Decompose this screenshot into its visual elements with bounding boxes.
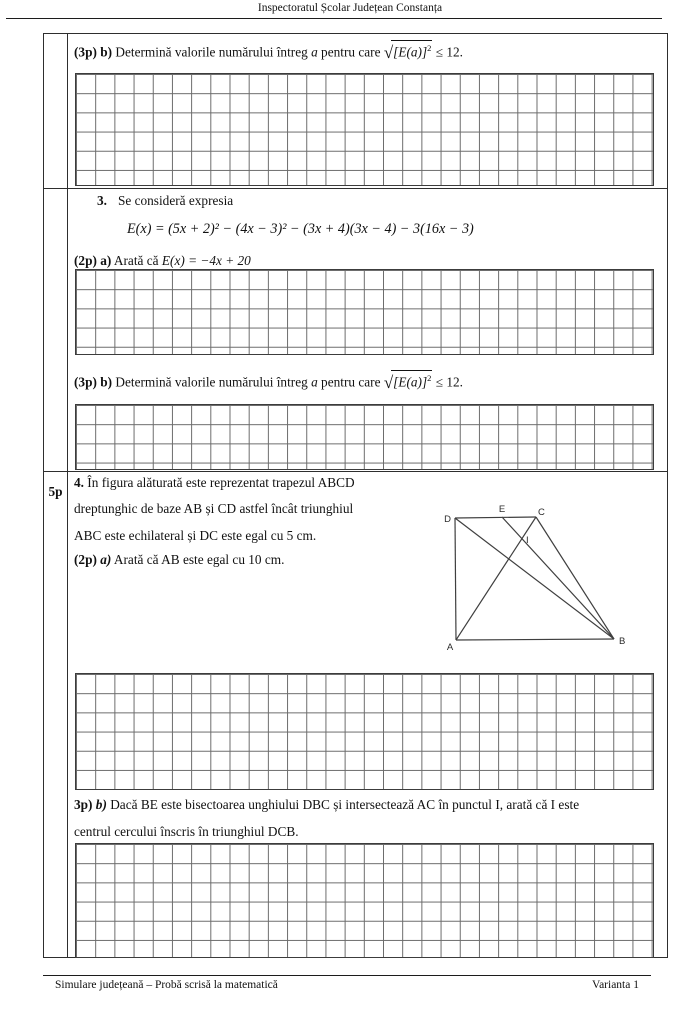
part-label: (2p) a)	[74, 253, 112, 268]
page-header-title: Inspectoratul Școlar Județean Constanța	[257, 2, 443, 14]
segment-DA	[455, 518, 456, 640]
question-2b-continued: (3p) b) Determină valorile numărului întreg a pentru care $√[E(a)]^2 \le 12$.	[74, 40, 463, 60]
answer-grid-2	[75, 269, 654, 355]
vertex-label-B: B	[619, 636, 626, 647]
vertex-label-C: C	[538, 507, 545, 518]
segment-AC	[456, 517, 536, 640]
answer-grid-3	[75, 404, 654, 470]
problem-number: 4.	[74, 475, 84, 490]
trapezoid-figure	[441, 502, 636, 654]
problem-4-part-b-line-2: centrul cercului înscris în triunghiul DCB.	[74, 824, 299, 839]
answer-table	[43, 33, 668, 958]
radical-sign: √	[383, 373, 394, 393]
page-footer	[43, 978, 651, 993]
vertex-label-E: E	[498, 504, 506, 515]
point-label-I: I	[526, 535, 529, 546]
part-label: (2p)	[74, 552, 101, 567]
points-badge: 5p	[48, 484, 63, 499]
row-divider-2	[44, 471, 667, 472]
header-rule	[6, 18, 662, 19]
segment-CB	[536, 517, 614, 639]
vertex-label-A: A	[446, 642, 454, 653]
radical-sign: √	[383, 43, 394, 63]
problem-4-part-a: (2p) a) Arată că AB este egal cu 10 cm.	[74, 552, 285, 567]
question-label: (3p) b)	[74, 44, 116, 60]
segment-DC	[455, 517, 536, 518]
footer-variant: Varianta 1	[592, 979, 639, 991]
problem-4-line-1: 4. În figura alăturată este reprezentat trapezul ABCD	[74, 475, 355, 490]
part-label: 3p)	[74, 797, 96, 812]
footer-rule	[43, 975, 651, 976]
radical-expression: $√[E(a)]^2$	[384, 40, 433, 60]
problem-3-part-a: (2p) a) Arată că E(x) = −4x + 20	[74, 253, 251, 268]
answer-grid-4	[75, 673, 654, 790]
answer-grid-1	[75, 73, 654, 186]
problem-4-line-2: dreptunghic de baze AB și CD astfel încât triunghiul	[74, 501, 354, 516]
table-column-divider	[67, 34, 68, 957]
answer-grid-5	[75, 843, 654, 958]
segment-AB	[456, 639, 614, 640]
segment-EB	[502, 517, 614, 639]
problem-3-formula: E(x) = (5x + 2)² − (4x − 3)² − (3x + 4)(3x − 4) − 3(16x − 3)	[127, 221, 474, 237]
footer-exam-title: Simulare județeană – Probă scrisă la matematică	[55, 979, 278, 991]
radical-expression: $√[E(a)]^2$	[384, 370, 433, 390]
part-label: (3p) b)	[74, 374, 116, 390]
problem-3-heading: 3. Se consideră expresia	[97, 193, 234, 208]
problem-3-part-b: (3p) b) Determină valorile numărului întreg a pentru care $√[E(a)]^2 \le 12$.	[74, 370, 463, 390]
problem-4-part-b-line-1: 3p) b) Dacă BE este bisectoarea unghiului DBC și intersectează AC în punctul I, arată că I este	[74, 797, 580, 812]
segment-DB	[455, 518, 614, 639]
vertex-label-D: D	[444, 514, 451, 525]
problem-number: 3.	[97, 193, 107, 208]
row-divider-1	[44, 188, 667, 189]
problem-4-line-3: ABC este echilateral și DC este egal cu 5 cm.	[74, 528, 317, 543]
